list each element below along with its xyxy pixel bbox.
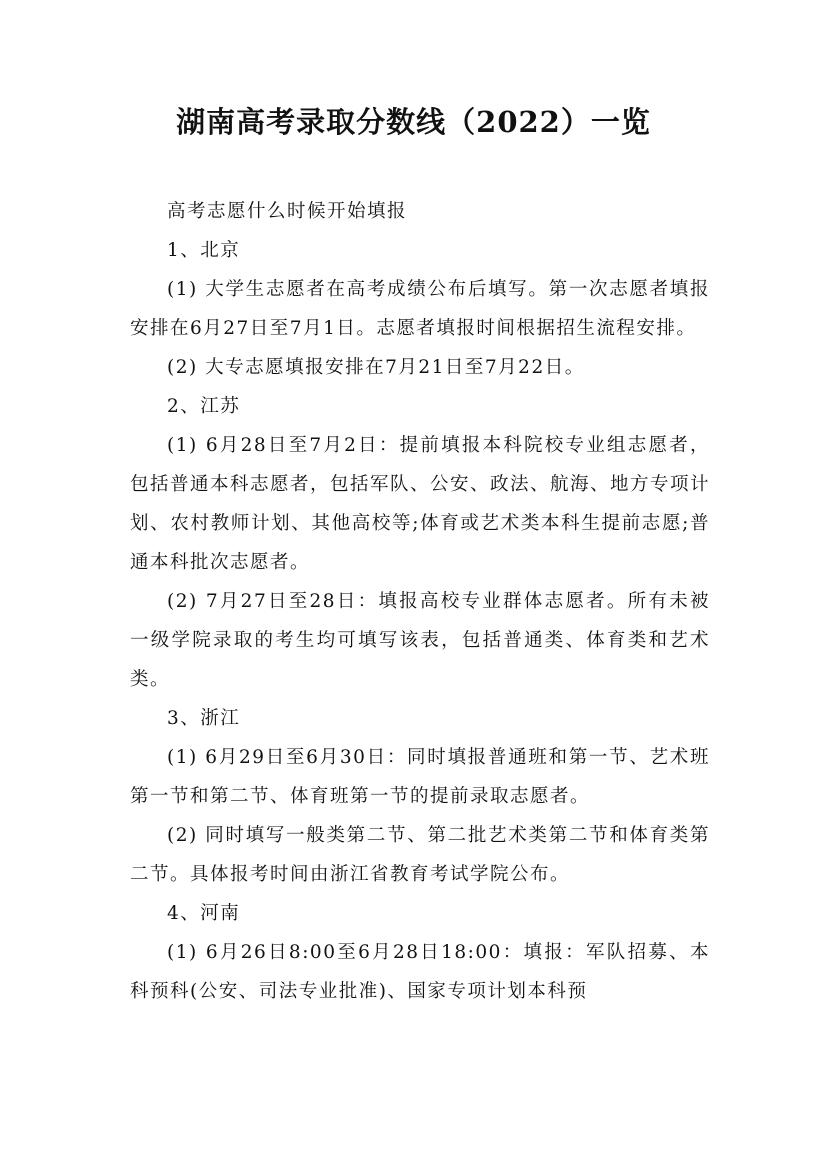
paragraph: (1) 6月28日至7月2日：提前填报本科院校专业组志愿者，包括普通本科志愿者，包括军队、公安、政法、航海、地方专项计划、农村教师计划、其他高校等;体育或艺术类本科生提前志愿;普通本科批次志愿者。: [130, 435, 711, 573]
paragraph: (1) 大学生志愿者在高考成绩公布后填写。第一次志愿者填报安排在6月27日至7月1日。志愿者填报时间根据招生流程安排。: [130, 279, 710, 339]
paragraph-section-heading: 2、江苏: [167, 396, 241, 417]
paragraph: (1) 6月29日至6月30日：同时填报普通班和第一节、艺术班第一节和第二节、体育班第一节的提前录取志愿者。: [130, 747, 710, 807]
paragraph: (2) 7月27日至28日：填报高校专业群体志愿者。所有未被一级学院录取的考生均可填写该表，包括普通类、体育类和艺术类。: [130, 591, 710, 690]
paragraph: (2) 同时填写一般类第二节、第二批艺术类第二节和体育类第二节。具体报考时间由浙江省教育考试学院公布。: [130, 825, 710, 885]
paragraph-intro: 高考志愿什么时候开始填报: [167, 201, 408, 222]
paragraph-section-heading: 1、北京: [167, 240, 241, 261]
paragraph: (1) 6月26日8:00至6月28日18:00：填报：军队招募、本科预科(公安、司法专业批准)、国家专项计划本科预: [130, 942, 710, 1002]
paragraph: (2) 大专志愿填报安排在7月21日至7月22日。: [167, 357, 585, 378]
document-body: [130, 192, 710, 1011]
paragraph-section-heading: 3、浙江: [167, 708, 241, 729]
document-title: 湖南高考录取分数线（2022）一览: [176, 105, 651, 139]
paragraph-section-heading: 4、河南: [167, 903, 241, 924]
